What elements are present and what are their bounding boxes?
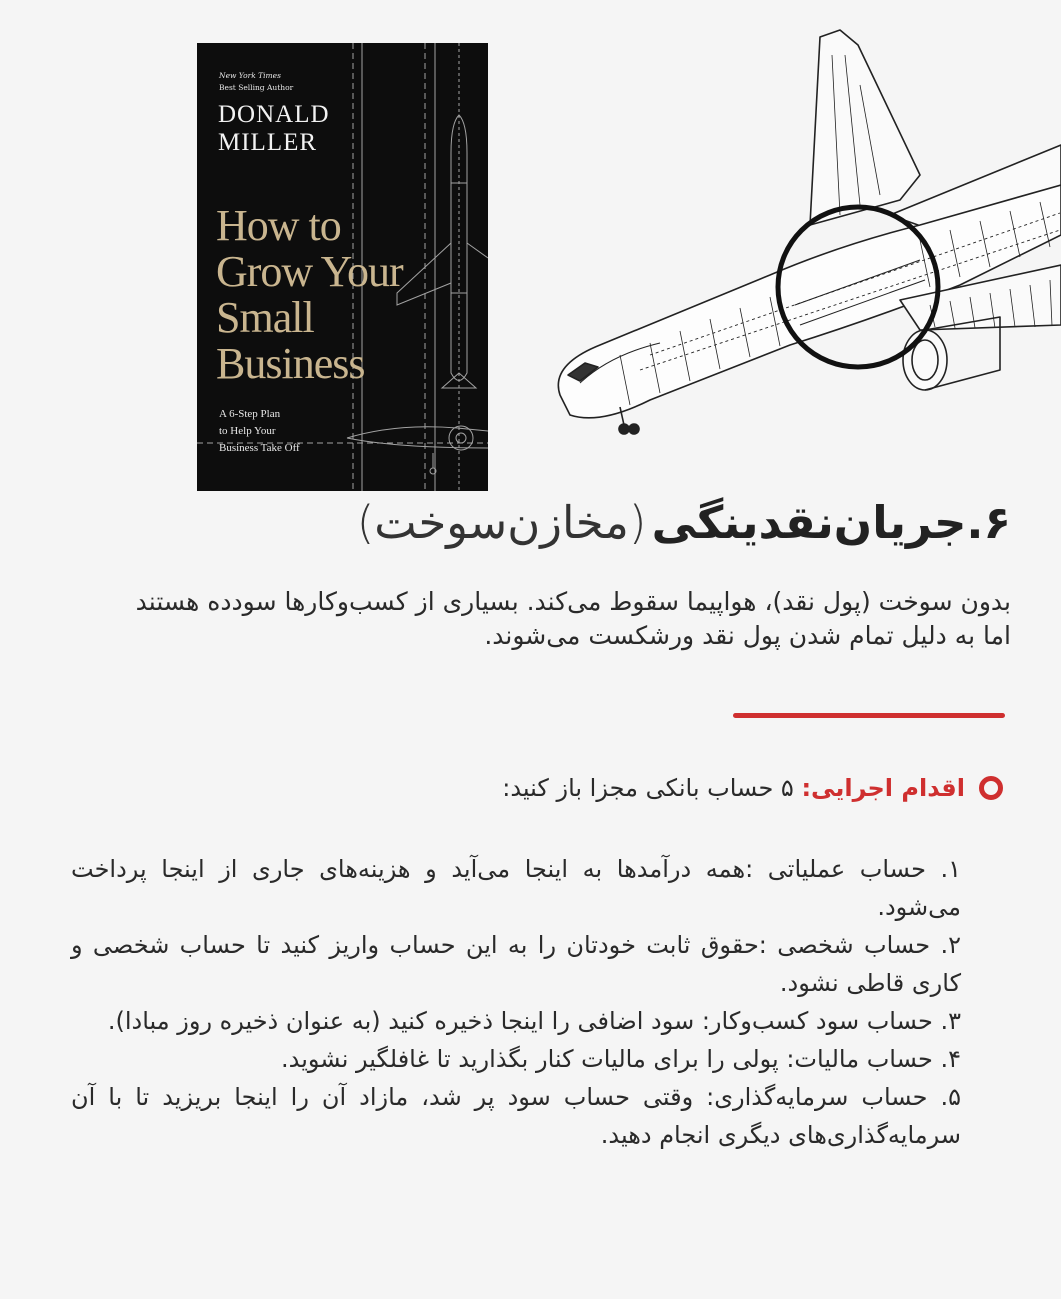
book-subtitle-line: Business Take Off [219,442,300,454]
list-item: ۳. حساب سود کسب‌وکار: سود اضافی را اینجا ذخیره کنید (به عنوان ذخیره روز مبادا). [107,1007,961,1035]
book-title [216,203,403,387]
book-subtitle-line: to Help Your [219,425,276,437]
book-title-line: Grow Your [216,247,403,296]
book-bestselling-label: Best Selling Author [219,83,294,92]
list-item: ۴. حساب مالیات: پولی را برای مالیات کنار بگذارید تا غافلگیر نشوید. [280,1045,961,1073]
airplane-cutaway-illustration [540,25,1061,445]
book-author-first: DONALD [218,101,330,128]
book-nyt-label: New York Times [219,71,281,80]
book-title-line: Small [216,293,314,342]
book-title-line: Business [216,339,365,388]
book-subtitle-line: A 6-Step Plan [219,408,281,420]
heading-title: ۶.جریان‌نقدینگی [651,496,1011,549]
list-item: ۵. حساب سرمایه‌گذاری: وقتی حساب سود پر شد، مازاد آن را اینجا بریزید تا با آن سرمایه‌گذاری‌های دیگری انجام دهید. [71,1083,961,1149]
action-line [502,771,1003,805]
list-item: ۲. حساب شخصی :حقوق ثابت خودتان را به این حساب واریز کنید تا حساب شخصی و کاری قاطی نشود. [71,931,961,997]
action-text: ۵ حساب بانکی مجزا باز کنید: [502,774,802,802]
heading-subtitle: (مخازن‌سوخت) [356,496,647,549]
accent-divider [733,713,1005,718]
book-title-line: How to [216,201,341,250]
book-subtitle [219,406,300,457]
book-cover [197,43,488,491]
ring-bullet-icon [979,776,1003,800]
book-author [218,101,330,157]
section-heading [357,496,1011,549]
steps-list [71,850,961,1154]
action-label: اقدام اجرایی: [801,774,965,802]
book-author-last: MILLER [218,129,318,156]
list-item: ۱. حساب عملیاتی :همه درآمدها به اینجا می‌آید و هزینه‌های جاری از اینجا پرداخت می‌شود. [71,855,961,921]
intro-paragraph: بدون سوخت (پول نقد)، هواپیما سقوط می‌کند. بسیاری از کسب‌وکارها سودده هستند اما به دلیل تمام شدن پول نقد ورشکست می‌شوند. [135,587,1011,650]
